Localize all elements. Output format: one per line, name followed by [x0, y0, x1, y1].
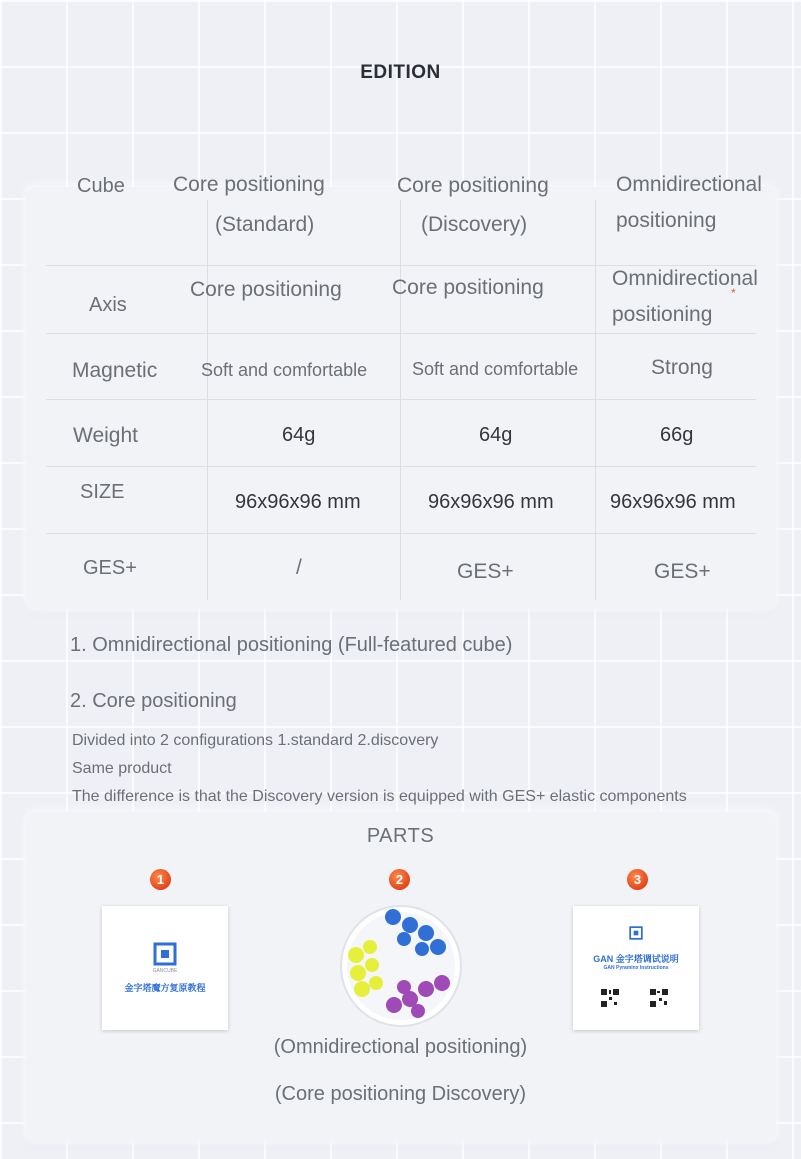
caption-omnidirectional: (Omnidirectional positioning)	[273, 1036, 528, 1058]
cell-weight-discovery: 64g	[479, 424, 513, 446]
col-divider	[595, 200, 596, 600]
cell-cube-discovery-a: Core positioning	[397, 174, 549, 197]
cell-ges-omni: GES+	[654, 560, 711, 583]
note-difference: The difference is that the Discovery version is equipped with GES+ elastic components	[72, 788, 687, 805]
cell-size-standard: 96x96x96 mm	[235, 491, 361, 513]
row-label-ges: GES+	[83, 557, 137, 579]
ges-nut-tray-image	[338, 903, 464, 1029]
tutorial-brand: GANCUBE	[152, 968, 178, 974]
caption-core-discovery: (Core positioning Discovery)	[274, 1083, 527, 1105]
cell-cube-standard-a: Core positioning	[173, 173, 325, 196]
part-badge-3: 3	[627, 869, 648, 890]
row-label-weight: Weight	[73, 424, 138, 447]
instructions-card	[573, 906, 699, 1030]
tutorial-text: 金字塔魔方复原教程	[124, 983, 206, 993]
row-label-cube: Cube	[77, 175, 125, 197]
col-divider	[400, 200, 401, 600]
tutorial-card	[102, 906, 228, 1030]
instructions-title: GAN 金字塔调试说明	[593, 954, 679, 964]
row-divider	[46, 333, 756, 334]
cell-axis-discovery: Core positioning	[392, 276, 544, 299]
cell-size-omni: 96x96x96 mm	[610, 491, 736, 513]
row-divider	[46, 466, 756, 467]
note-configurations: Divided into 2 configurations 1.standard 2.discovery	[72, 732, 439, 749]
qr-code-icon	[600, 988, 620, 1008]
cell-magnetic-standard: Soft and comfortable	[201, 360, 368, 380]
cell-cube-omni-a: Omnidirectional	[616, 173, 762, 196]
cell-cube-standard-b: (Standard)	[215, 213, 315, 236]
note-same-product: Same product	[72, 760, 172, 777]
cell-ges-discovery: GES+	[457, 560, 514, 583]
cell-axis-omni-a: Omnidirectional	[612, 267, 758, 290]
row-label-axis: Axis	[89, 294, 127, 316]
cell-weight-omni: 66g	[660, 424, 694, 446]
cell-ges-standard: /	[296, 556, 302, 579]
part-badge-1: 1	[150, 869, 171, 890]
edition-title: EDITION	[360, 62, 441, 83]
cell-axis-omni-b: positioning	[612, 303, 713, 326]
row-label-size: SIZE	[80, 481, 125, 503]
gan-logo-icon	[153, 942, 177, 966]
row-label-magnetic: Magnetic	[72, 359, 158, 382]
cell-weight-standard: 64g	[282, 424, 316, 446]
col-divider	[207, 200, 208, 600]
parts-title: PARTS	[366, 825, 435, 847]
cell-cube-omni-b: positioning	[616, 209, 717, 232]
cell-magnetic-omni: Strong	[651, 356, 713, 379]
note-omnidirectional: 1. Omnidirectional positioning (Full-featured cube)	[70, 634, 513, 656]
cell-magnetic-discovery: Soft and comfortable	[412, 359, 579, 379]
cell-size-discovery: 96x96x96 mm	[428, 491, 554, 513]
part-badge-2: 2	[389, 869, 410, 890]
row-divider	[46, 399, 756, 400]
row-divider	[46, 533, 756, 534]
cell-cube-discovery-b: (Discovery)	[421, 213, 528, 236]
qr-code-icon	[649, 988, 669, 1008]
note-core-positioning: 2. Core positioning	[70, 690, 237, 712]
instructions-subtitle: GAN Pyraminx Instructions	[603, 965, 669, 971]
cell-axis-standard: Core positioning	[190, 278, 342, 301]
gan-logo-icon	[629, 926, 643, 940]
star-mark: *	[731, 286, 736, 300]
comparison-table	[26, 187, 776, 609]
